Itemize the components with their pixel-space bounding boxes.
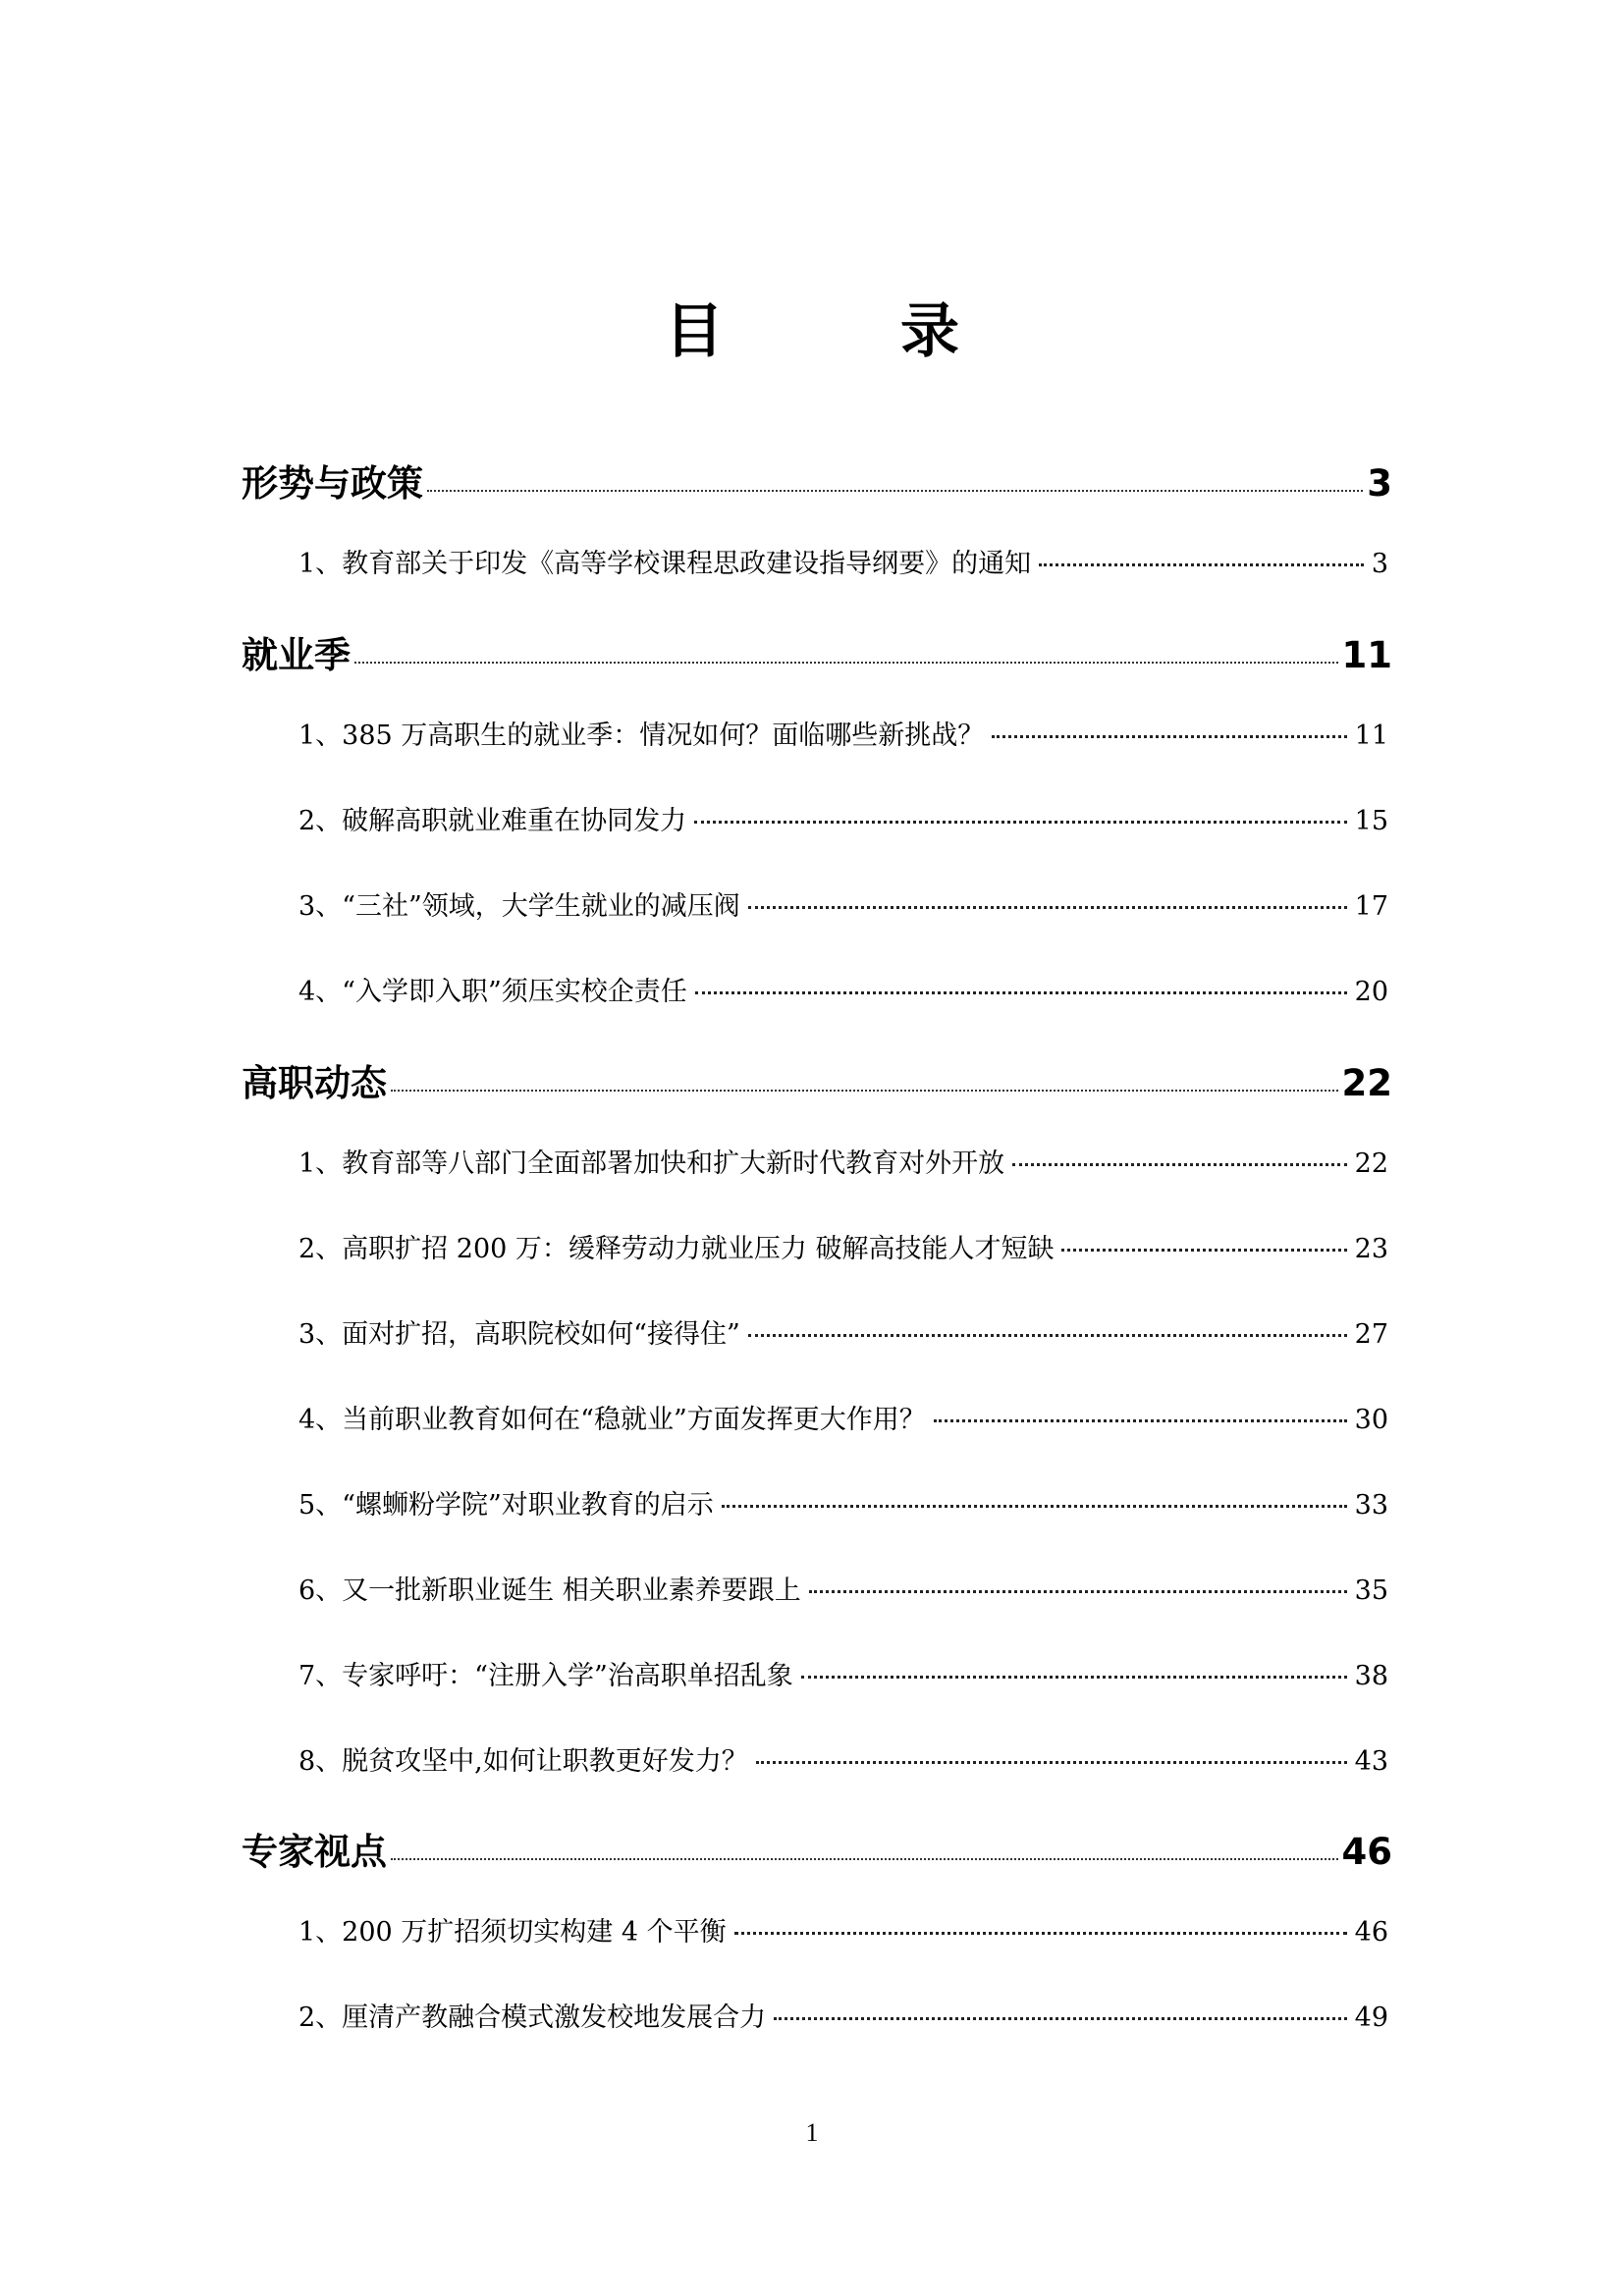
dot-leader	[774, 2017, 1346, 2020]
dot-leader	[992, 735, 1346, 738]
toc-page-number: 43	[1354, 1746, 1388, 1777]
toc-section-title: 形势与政策	[242, 462, 423, 505]
toc-item[interactable]	[298, 799, 1388, 837]
toc-item[interactable]	[298, 1312, 1388, 1351]
toc-item-title: 7、专家呼吁：“注册入学”治高职单招乱象	[298, 1661, 793, 1691]
toc-page-number: 11	[1341, 634, 1392, 676]
toc-section-title: 高职动态	[242, 1062, 387, 1104]
dot-leader	[1061, 1249, 1346, 1252]
toc-section[interactable]	[242, 454, 1392, 507]
toc-page-number: 23	[1354, 1234, 1388, 1264]
toc-item-title: 2、高职扩招 200 万：缓释劳动力就业压力 破解高技能人才短缺	[298, 1234, 1055, 1264]
dot-leader	[391, 1858, 1338, 1860]
toc-page-number: 20	[1354, 977, 1388, 1007]
toc-page-number: 46	[1341, 1831, 1392, 1873]
toc-item-title: 2、厘清产教融合模式激发校地发展合力	[298, 2002, 767, 2033]
page-title: 目 录	[665, 297, 1018, 366]
toc-page-number: 22	[1354, 1148, 1388, 1179]
dot-leader	[354, 662, 1338, 664]
toc-item-title: 6、又一批新职业诞生 相关职业素养要跟上	[298, 1575, 801, 1606]
toc-section[interactable]	[242, 1822, 1392, 1875]
toc-section[interactable]	[242, 625, 1392, 678]
toc-item[interactable]	[298, 1142, 1388, 1180]
toc-item[interactable]	[298, 1483, 1388, 1522]
dot-leader	[756, 1761, 1347, 1764]
toc-item-title: 1、385 万高职生的就业季：情况如何？面临哪些新挑战？	[298, 721, 985, 751]
toc-item-title: 8、脱贫攻坚中,如何让职教更好发力？	[298, 1746, 748, 1777]
toc-item-title: 2、破解高职就业难重在协同发力	[298, 806, 687, 836]
toc-page-number: 17	[1354, 891, 1388, 922]
page-number-footer: 1	[805, 2118, 819, 2147]
dot-leader	[694, 821, 1346, 824]
dot-leader	[748, 1334, 1347, 1337]
toc-item[interactable]	[298, 1654, 1388, 1692]
toc-page-number: 22	[1341, 1062, 1392, 1104]
toc-item[interactable]	[298, 714, 1388, 752]
toc-item[interactable]	[298, 1227, 1388, 1265]
toc-section-title: 专家视点	[242, 1831, 387, 1873]
toc-page-number: 35	[1354, 1575, 1388, 1606]
toc-page-number: 11	[1354, 721, 1388, 751]
toc-page-number: 33	[1354, 1490, 1388, 1521]
toc-item[interactable]	[298, 1910, 1388, 1949]
dot-leader	[1012, 1163, 1346, 1166]
toc-item-title: 1、教育部关于印发《高等学校课程思政建设指导纲要》的通知	[298, 549, 1032, 579]
toc-page-number: 30	[1354, 1405, 1388, 1435]
toc-page-number: 38	[1354, 1661, 1388, 1691]
toc-item-title: 4、当前职业教育如何在“稳就业”方面发挥更大作用？	[298, 1405, 926, 1435]
toc-item[interactable]	[298, 1996, 1388, 2034]
toc-item-title: 1、200 万扩招须切实构建 4 个平衡	[298, 1917, 727, 1948]
toc-item-title: 5、“螺蛳粉学院”对职业教育的启示	[298, 1490, 714, 1521]
dot-leader	[427, 490, 1363, 492]
toc-page-number: 3	[1367, 462, 1392, 505]
toc-item-title: 1、教育部等八部门全面部署加快和扩大新时代教育对外开放	[298, 1148, 1005, 1179]
toc-page-number: 27	[1354, 1319, 1388, 1350]
dot-leader	[809, 1590, 1347, 1593]
toc-section[interactable]	[242, 1053, 1392, 1106]
dot-leader	[934, 1419, 1347, 1422]
dot-leader	[695, 991, 1347, 994]
dot-leader	[1039, 563, 1364, 566]
toc-item[interactable]	[298, 1398, 1388, 1436]
toc-page-number: 46	[1354, 1917, 1388, 1948]
toc-item[interactable]	[298, 884, 1388, 923]
toc-item-title: 4、“入学即入职”须压实校企责任	[298, 977, 687, 1007]
toc-section-title: 就业季	[242, 634, 351, 676]
toc-page-number: 15	[1354, 806, 1388, 836]
toc-item[interactable]	[298, 970, 1388, 1008]
toc-item[interactable]	[298, 542, 1388, 580]
toc-item[interactable]	[298, 1739, 1388, 1778]
toc-page-number: 49	[1354, 2002, 1388, 2033]
toc-page-number: 3	[1371, 549, 1388, 579]
dot-leader	[801, 1676, 1347, 1679]
dot-leader	[748, 906, 1347, 909]
dot-leader	[391, 1090, 1338, 1092]
toc-item[interactable]	[298, 1569, 1388, 1607]
toc-item-title: 3、“三社”领域，大学生就业的减压阀	[298, 891, 740, 922]
dot-leader	[734, 1932, 1347, 1935]
dot-leader	[722, 1505, 1347, 1508]
toc-item-title: 3、面对扩招，高职院校如何“接得住”	[298, 1319, 740, 1350]
